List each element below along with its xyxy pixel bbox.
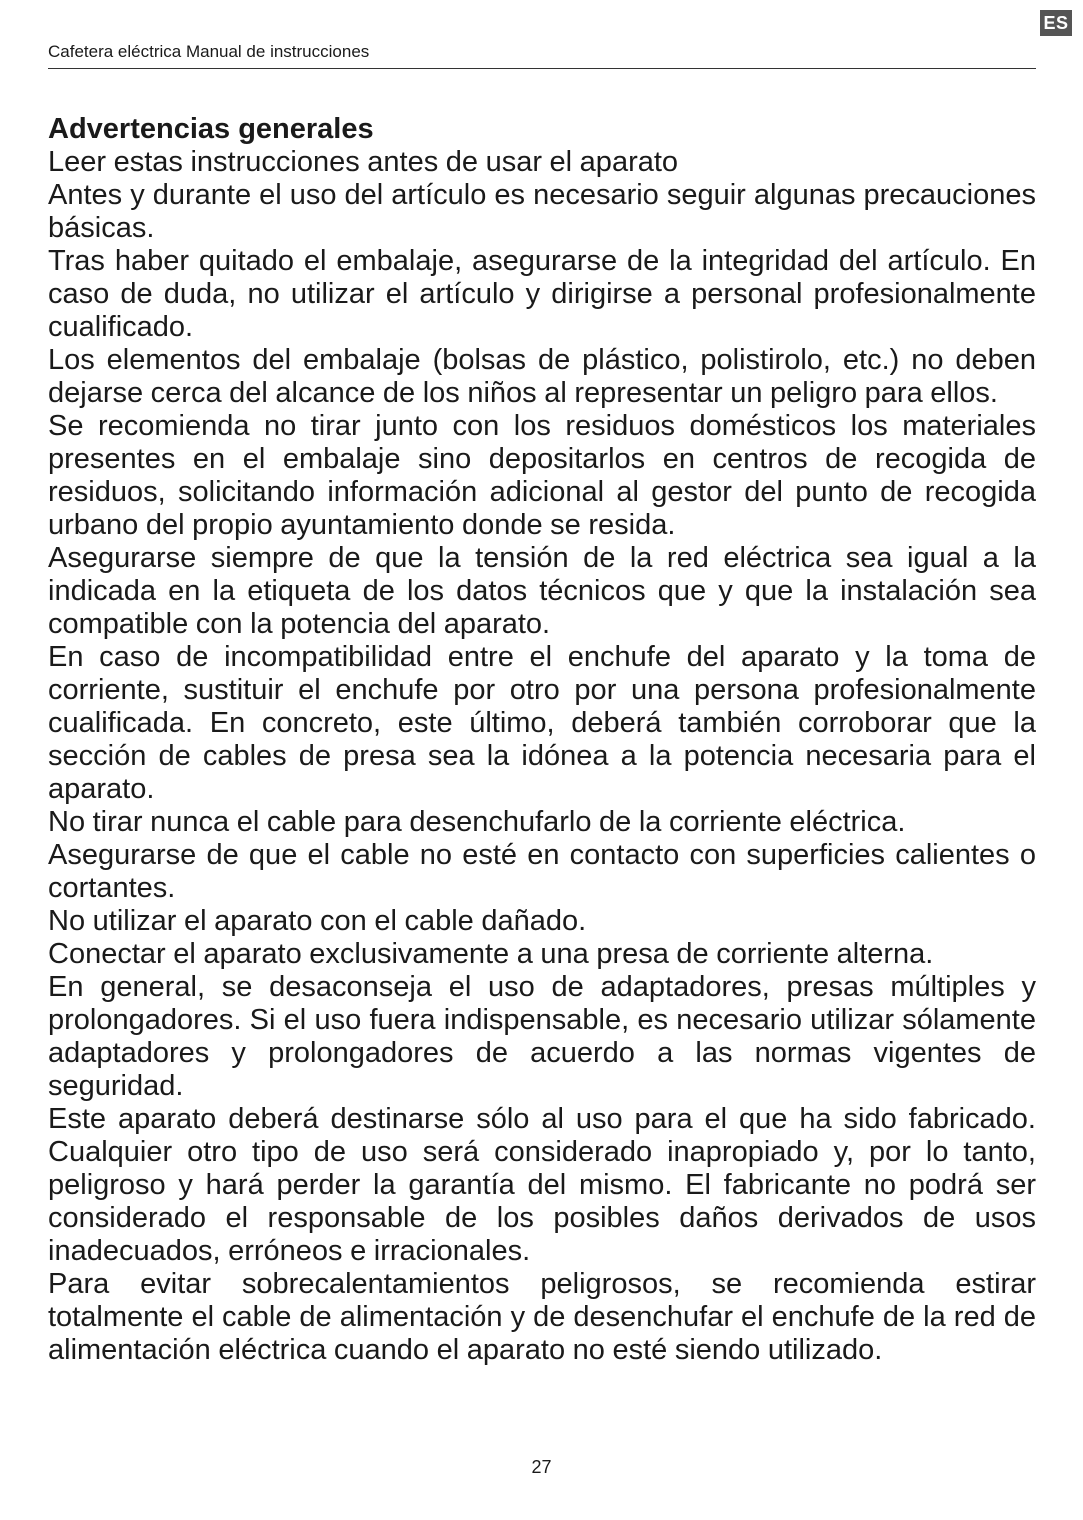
paragraph-10: No utilizar el aparato con el cable dañado. xyxy=(48,905,587,937)
paragraph-8: No tirar nunca el cable para desenchufarlo de la corriente eléctrica. xyxy=(48,806,906,838)
paragraph-4: Los elementos del embalaje (bolsas de plástico, polistirolo, etc.) no deben dejarse cerca del alcance de los niños al representar un peligro para ellos. xyxy=(48,344,1036,409)
paragraph-11: Conectar el aparato exclusivamente a una presa de corriente alterna. xyxy=(48,938,934,970)
page-number: 27 xyxy=(531,1457,552,1477)
paragraph-2: Antes y durante el uso del artículo es necesario seguir algunas precauciones básicas. xyxy=(48,179,1036,244)
paragraph-6: Asegurarse siempre de que la tensión de la red eléctrica sea igual a la indicada en la etiqueta de los datos técnicos que y que la instalación sea compatible con la potencia del aparato. xyxy=(48,542,1036,640)
paragraph-7: En caso de incompatibilidad entre el enchufe del aparato y la toma de corriente, sustituir el enchufe por otro por una persona profesionalmente cualificada. En concreto, este último, deberá también corroborar que la sección de cables de presa sea la idónea a la potencia necesaria para el aparato. xyxy=(48,641,1036,805)
paragraph-14: Para evitar sobrecalentamientos peligrosos, se recomienda estirar totalmente el cable de alimentación y de desenchufar el enchufe de la red de alimentación eléctrica cuando el aparato no esté siendo utilizado. xyxy=(48,1268,1036,1366)
language-badge: ES xyxy=(1040,10,1072,36)
section-general-warnings xyxy=(48,112,1036,1367)
section-title: Advertencias generales xyxy=(48,113,374,145)
running-header: Cafetera eléctrica Manual de instrucciones xyxy=(48,42,1036,69)
paragraph-3: Tras haber quitado el embalaje, asegurarse de la integridad del artículo. En caso de duda, no utilizar el artículo y dirigirse a personal profesionalmente cualificado. xyxy=(48,245,1036,343)
paragraph-1: Leer estas instrucciones antes de usar el aparato xyxy=(48,146,679,178)
paragraph-5: Se recomienda no tirar junto con los residuos domésticos los materiales presentes en el embalaje sino depositarlos en centros de recogida de residuos, solicitando información adicional al gestor del punto de recogida urbano del propio ayuntamiento donde se resida. xyxy=(48,410,1036,541)
paragraph-13: Este aparato deberá destinarse sólo al uso para el que ha sido fabricado. Cualquier otro tipo de uso será considerado inapropiado y, por lo tanto, peligroso y hará perder la garantía del mismo. El fabricante no podrá ser considerado el responsable de los posibles daños derivados de usos inadecuados, erróneos e irracionales. xyxy=(48,1103,1036,1267)
paragraph-9: Asegurarse de que el cable no esté en contacto con superficies calientes o cortantes. xyxy=(48,839,1036,904)
paragraph-12: En general, se desaconseja el uso de adaptadores, presas múltiples y prolongadores. Si el uso fuera indispensable, es necesario utilizar sólamente adaptadores y prolongadores de acuerdo a las normas vigentes de seguridad. xyxy=(48,971,1036,1102)
